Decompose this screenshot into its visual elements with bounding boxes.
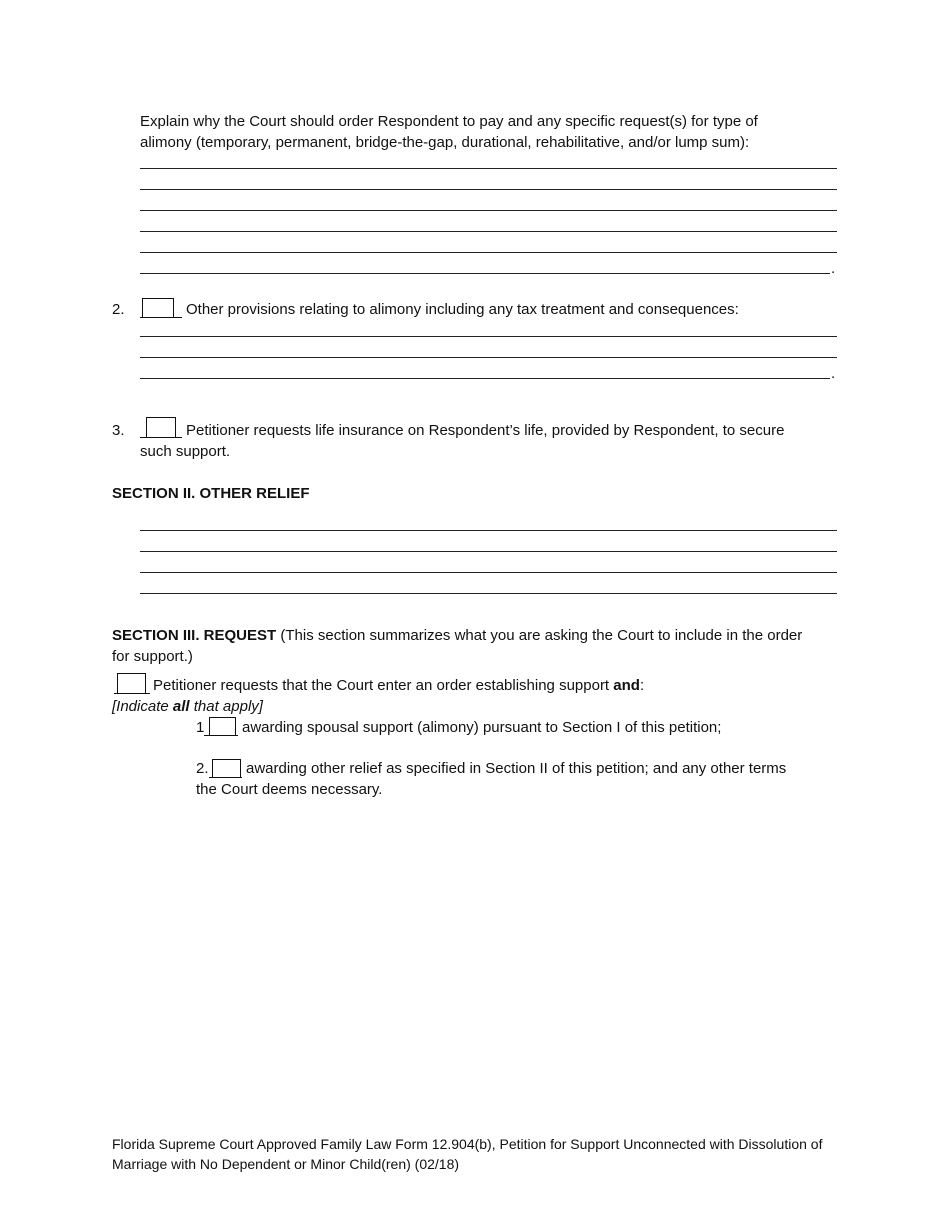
- section2-heading: SECTION II. OTHER RELIEF: [112, 485, 310, 502]
- explain-text-line1: Explain why the Court should order Respondent to pay and any specific request(s) for type of: [140, 113, 758, 130]
- option2-checkbox-underline: [209, 777, 242, 778]
- option2-text-line1: awarding other relief as specified in Section II of this petition; and any other terms: [246, 760, 787, 777]
- explain-answer-line[interactable]: [140, 189, 837, 190]
- petitioner-request-line: [153, 675, 644, 696]
- item2-end-mark: .: [831, 365, 836, 382]
- section2-answer-line[interactable]: [140, 530, 837, 531]
- item2-number: 2.: [112, 301, 125, 318]
- petitioner-request-checkbox[interactable]: [117, 673, 146, 694]
- item3-checkbox-underline: [140, 437, 182, 438]
- section2-answer-line[interactable]: [140, 551, 837, 552]
- explain-end-mark: .: [831, 260, 836, 277]
- item2-answer-line[interactable]: [140, 357, 837, 358]
- section3-description-line2: for support.): [112, 648, 193, 665]
- option2-number: 2.: [196, 760, 209, 777]
- indicate-all: all: [172, 698, 190, 715]
- item3-text-line2: such support.: [140, 443, 231, 460]
- footer-line2: Marriage with No Dependent or Minor Child(ren) (02/18): [112, 1156, 460, 1172]
- item2-answer-line[interactable]: [140, 336, 837, 337]
- option1-checkbox-underline: [204, 735, 238, 736]
- option1-number: 1: [196, 719, 205, 736]
- explain-answer-line[interactable]: [140, 252, 837, 253]
- option1-text: awarding spousal support (alimony) pursuant to Section I of this petition;: [242, 719, 722, 736]
- option2-text-line2: the Court deems necessary.: [196, 781, 383, 798]
- petitioner-and-word: and: [613, 677, 640, 694]
- explain-answer-line[interactable]: [140, 231, 837, 232]
- section3-description-line1: (This section summarizes what you are asking the Court to include in the order: [280, 627, 803, 644]
- option1-checkbox[interactable]: [209, 717, 236, 736]
- petitioner-request-text: Petitioner requests that the Court enter an order establishing support: [153, 677, 610, 694]
- item3-number: 3.: [112, 422, 125, 439]
- section2-answer-line[interactable]: [140, 593, 837, 594]
- explain-answer-line[interactable]: [140, 273, 830, 274]
- explain-text-line2: alimony (temporary, permanent, bridge-the-gap, durational, rehabilitative, and/or lump sum):: [140, 134, 750, 151]
- explain-answer-line[interactable]: [140, 168, 837, 169]
- petitioner-colon: :: [639, 677, 645, 694]
- section3-heading: SECTION III. REQUEST: [112, 627, 277, 644]
- indicate-instruction: [112, 696, 263, 717]
- indicate-close: that apply]: [193, 698, 263, 715]
- item3-checkbox[interactable]: [146, 417, 176, 438]
- petitioner-checkbox-underline: [114, 693, 150, 694]
- item3-text-line1: Petitioner requests life insurance on Respondent’s life, provided by Respondent, to secure: [186, 422, 785, 439]
- indicate-open: [Indicate: [112, 698, 169, 715]
- section3-heading-line: [112, 625, 802, 646]
- section2-answer-line[interactable]: [140, 572, 837, 573]
- option2-checkbox[interactable]: [212, 759, 241, 778]
- item2-checkbox-underline: [140, 317, 182, 318]
- explain-answer-line[interactable]: [140, 210, 837, 211]
- item2-text: Other provisions relating to alimony including any tax treatment and consequences:: [186, 301, 739, 318]
- footer-line1: Florida Supreme Court Approved Family Law Form 12.904(b), Petition for Support Unconnected with Dissolution of: [112, 1136, 823, 1152]
- item2-checkbox[interactable]: [142, 298, 174, 318]
- item2-answer-line[interactable]: [140, 378, 830, 379]
